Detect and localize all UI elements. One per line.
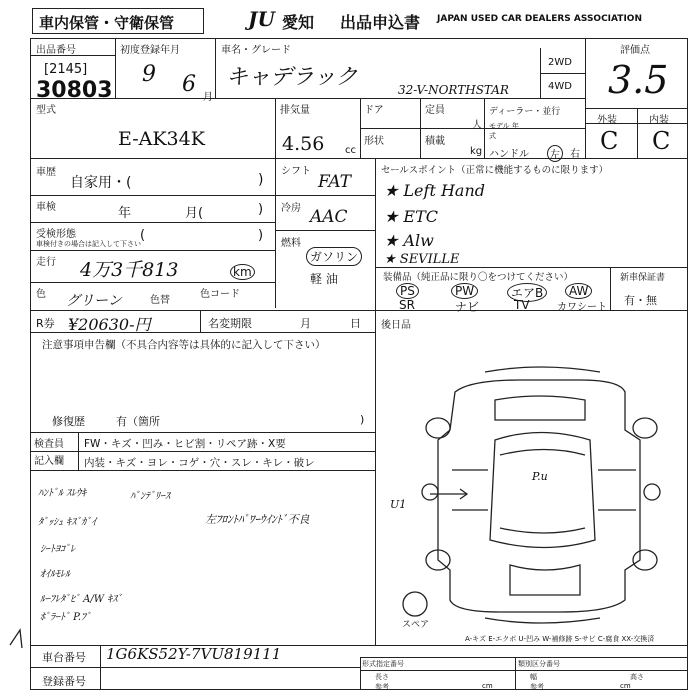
ref-label-2: 参考 <box>530 683 544 691</box>
equip-power-seat: カワシート <box>557 302 607 313</box>
received-close: ) <box>258 228 264 243</box>
form-title: 出品申込書 <box>340 13 421 32</box>
first-registration-month: 6 <box>182 72 196 97</box>
warranty-value: 有・無 <box>624 294 657 307</box>
color-value: グリーン <box>66 293 122 309</box>
class-number-label: 類別区分番号 <box>518 660 560 668</box>
equip-pw: PW <box>451 283 478 299</box>
name-change-day: 日 <box>350 317 361 330</box>
load-label: 積載 <box>425 136 445 147</box>
received-label: 受検形態 <box>36 229 76 240</box>
warranty-label: 新車保証書 <box>620 273 666 283</box>
sales-point: ★ ETC <box>384 207 439 226</box>
ref-label-1: 参考 <box>375 683 389 691</box>
sales-points-header: セールスポイント（正常に機能するものに限ります） <box>381 165 609 176</box>
handwritten-note: ﾊﾝﾄﾞﾙ ｽﾚｳｷ <box>38 488 87 499</box>
handwritten-note: ｵｲﾙﾓﾚﾙ <box>40 569 70 580</box>
shaken-close: ) <box>258 202 264 217</box>
width-label: 幅 <box>530 673 537 681</box>
door-label: ドア <box>364 105 384 116</box>
evaluation-label: 評価点 <box>620 45 650 56</box>
repair-history-close: ) <box>360 413 365 426</box>
color-code-label: 色コード <box>200 289 240 300</box>
handwritten-note: ﾎﾞﾗｰﾄﾞ P.ﾌﾞ <box>40 612 92 623</box>
equip-aw: AW <box>565 283 592 299</box>
mileage-value: 4万3千813 <box>80 259 179 281</box>
registration-number-label: 登録番号 <box>42 675 86 688</box>
storage-badge-text: 車内保管・守衛保管 <box>39 14 175 32</box>
handwritten-note: ﾀﾞｯｼｭ ｷｽﾞｶﾞｲ <box>38 517 97 528</box>
interior-grade: C <box>652 127 671 155</box>
shift-value: FAT <box>318 172 352 192</box>
equip-sr: SR <box>399 298 415 312</box>
handwritten-note: ｼｰﾄﾖｺﾞﾚ <box>40 544 75 555</box>
model-code-value: E-AK34K <box>118 128 205 150</box>
exterior-label: 外装 <box>597 115 617 126</box>
drive-4wd: 4WD <box>548 81 572 92</box>
length-label: 長さ <box>375 673 389 681</box>
equip-airbag: エアB <box>507 283 547 302</box>
fuel-label: 燃料 <box>281 238 301 249</box>
damage-legend: A-キズ E-エクボ U-凹み W-補修跡 S-サビ C-腐食 XX-交換済 <box>465 635 655 643</box>
model-code-label: 型式 <box>36 105 56 116</box>
damage-mark-u1: U1 <box>390 498 407 511</box>
shaken-label: 車検 <box>36 202 56 213</box>
storage-badge <box>32 8 204 34</box>
handle-label: ハンドル <box>489 149 529 160</box>
mileage-unit: km <box>230 264 255 280</box>
handle-right: 右 <box>570 149 580 160</box>
handwritten-note: ﾙｰﾌﾚﾀﾞﾋﾞ A/W ｷｽﾞ <box>40 594 123 605</box>
handwritten-note: 左ﾌﾛﾝﾄﾊﾟﾜｰｳｲﾝﾄﾞ不良 <box>205 513 310 526</box>
inspector-label: 検査員 記入欄 <box>34 439 64 467</box>
ac-value: AAC <box>310 207 348 227</box>
name-change-label: 名変期限 <box>208 317 252 330</box>
model-year-label: モデル 年式 <box>489 122 519 140</box>
inspection-row-exterior: FW・キズ・凹み・ヒビ割・リペア跡・X要 <box>84 438 286 450</box>
dealer-label: ディーラー・並行 <box>489 107 561 117</box>
repair-history-value: 有（箇所 <box>116 415 160 428</box>
recycle-label: R券 <box>36 317 55 330</box>
drive-2wd: 2WD <box>548 57 572 68</box>
displacement-value: 4.56 <box>282 133 325 155</box>
sales-point: ★ Alw <box>384 231 434 250</box>
first-registration-year: 9 <box>142 62 156 87</box>
handle-left: 左 <box>547 145 563 162</box>
lot-number-label: 出品番号 <box>36 45 76 56</box>
car-name-value: キャデラック <box>226 65 358 90</box>
month-unit: 月 <box>203 92 213 103</box>
ac-label: 冷房 <box>281 203 301 214</box>
shape-label: 形状 <box>364 136 384 147</box>
cm-unit-2: cm <box>620 682 631 690</box>
sales-point: ★ SEVILLE <box>384 252 460 267</box>
mileage-label: 走行 <box>36 257 56 268</box>
car-name-label: 車名・グレード <box>221 45 291 56</box>
fuel-gasoline: ガソリン <box>306 247 362 266</box>
name-change-month: 月 <box>300 317 311 330</box>
shaken-year-unit: 年 <box>118 206 132 221</box>
color-change-label: 色替 <box>150 295 170 306</box>
capacity-unit: 人 <box>472 120 482 131</box>
ju-logo: JU <box>248 7 275 31</box>
equipment-header: 装備品（純正品に限り〇をつけてください） <box>383 272 574 283</box>
history-label: 車歴 <box>36 167 56 178</box>
equip-tv: TV <box>514 298 530 312</box>
lot-bracket: [2145] <box>44 62 88 77</box>
received-note: 車検付きの場合は記入して下さい <box>36 240 141 248</box>
inspection-row-interior: 内装・キズ・ヨレ・コゲ・穴・スレ・キレ・破レ <box>84 457 315 469</box>
shift-label: シフト <box>281 166 311 177</box>
repair-history-label: 修復歴 <box>52 415 85 428</box>
load-unit: kg <box>470 146 483 157</box>
recycle-value: ¥20630-円 <box>68 315 151 334</box>
sales-point: ★ Left Hand <box>384 181 485 200</box>
fuel-diesel: 軽 油 <box>310 272 338 286</box>
color-label: 色 <box>36 289 46 300</box>
displacement-label: 排気量 <box>280 105 310 116</box>
exterior-grade: C <box>600 127 619 155</box>
association-name: JAPAN USED CAR DEALERS ASSOCIATION <box>437 14 642 24</box>
notes-header: 注意事項申告欄（不具合内容等は具体的に記入して下さい） <box>42 339 326 351</box>
cm-unit-1: cm <box>482 682 493 690</box>
height-ref-label: 高さ <box>630 673 644 681</box>
history-value: 自家用・( <box>70 175 132 191</box>
spare-label: スペア <box>402 620 430 630</box>
equip-ps: PS <box>396 283 419 299</box>
equip-navi: ナビ <box>455 300 480 314</box>
org-name: 愛知 <box>282 13 315 32</box>
capacity-label: 定員 <box>425 105 445 116</box>
grade-value: 32-V-NORTHSTAR <box>398 83 509 97</box>
handwritten-note: ﾊﾟﾝﾃﾞﾘｰｽ <box>130 491 170 502</box>
interior-label: 内装 <box>649 115 669 126</box>
displacement-unit: cc <box>345 145 356 156</box>
chassis-number-label: 車台番号 <box>42 651 86 664</box>
damage-mark-pu: P.u <box>532 470 548 483</box>
received-open: ( <box>140 228 146 243</box>
history-close: ) <box>258 172 264 188</box>
chassis-number-value: 1G6KS52Y-7VU819111 <box>106 645 282 663</box>
lot-number: 30803 <box>36 78 113 103</box>
shaken-month-unit: 月( <box>185 206 204 221</box>
first-registration-label: 初度登録年月 <box>120 45 180 56</box>
rear-items-label: 後日品 <box>381 320 411 331</box>
evaluation-score: 3.5 <box>608 58 669 102</box>
form-cert-label: 形式指定番号 <box>362 660 404 668</box>
